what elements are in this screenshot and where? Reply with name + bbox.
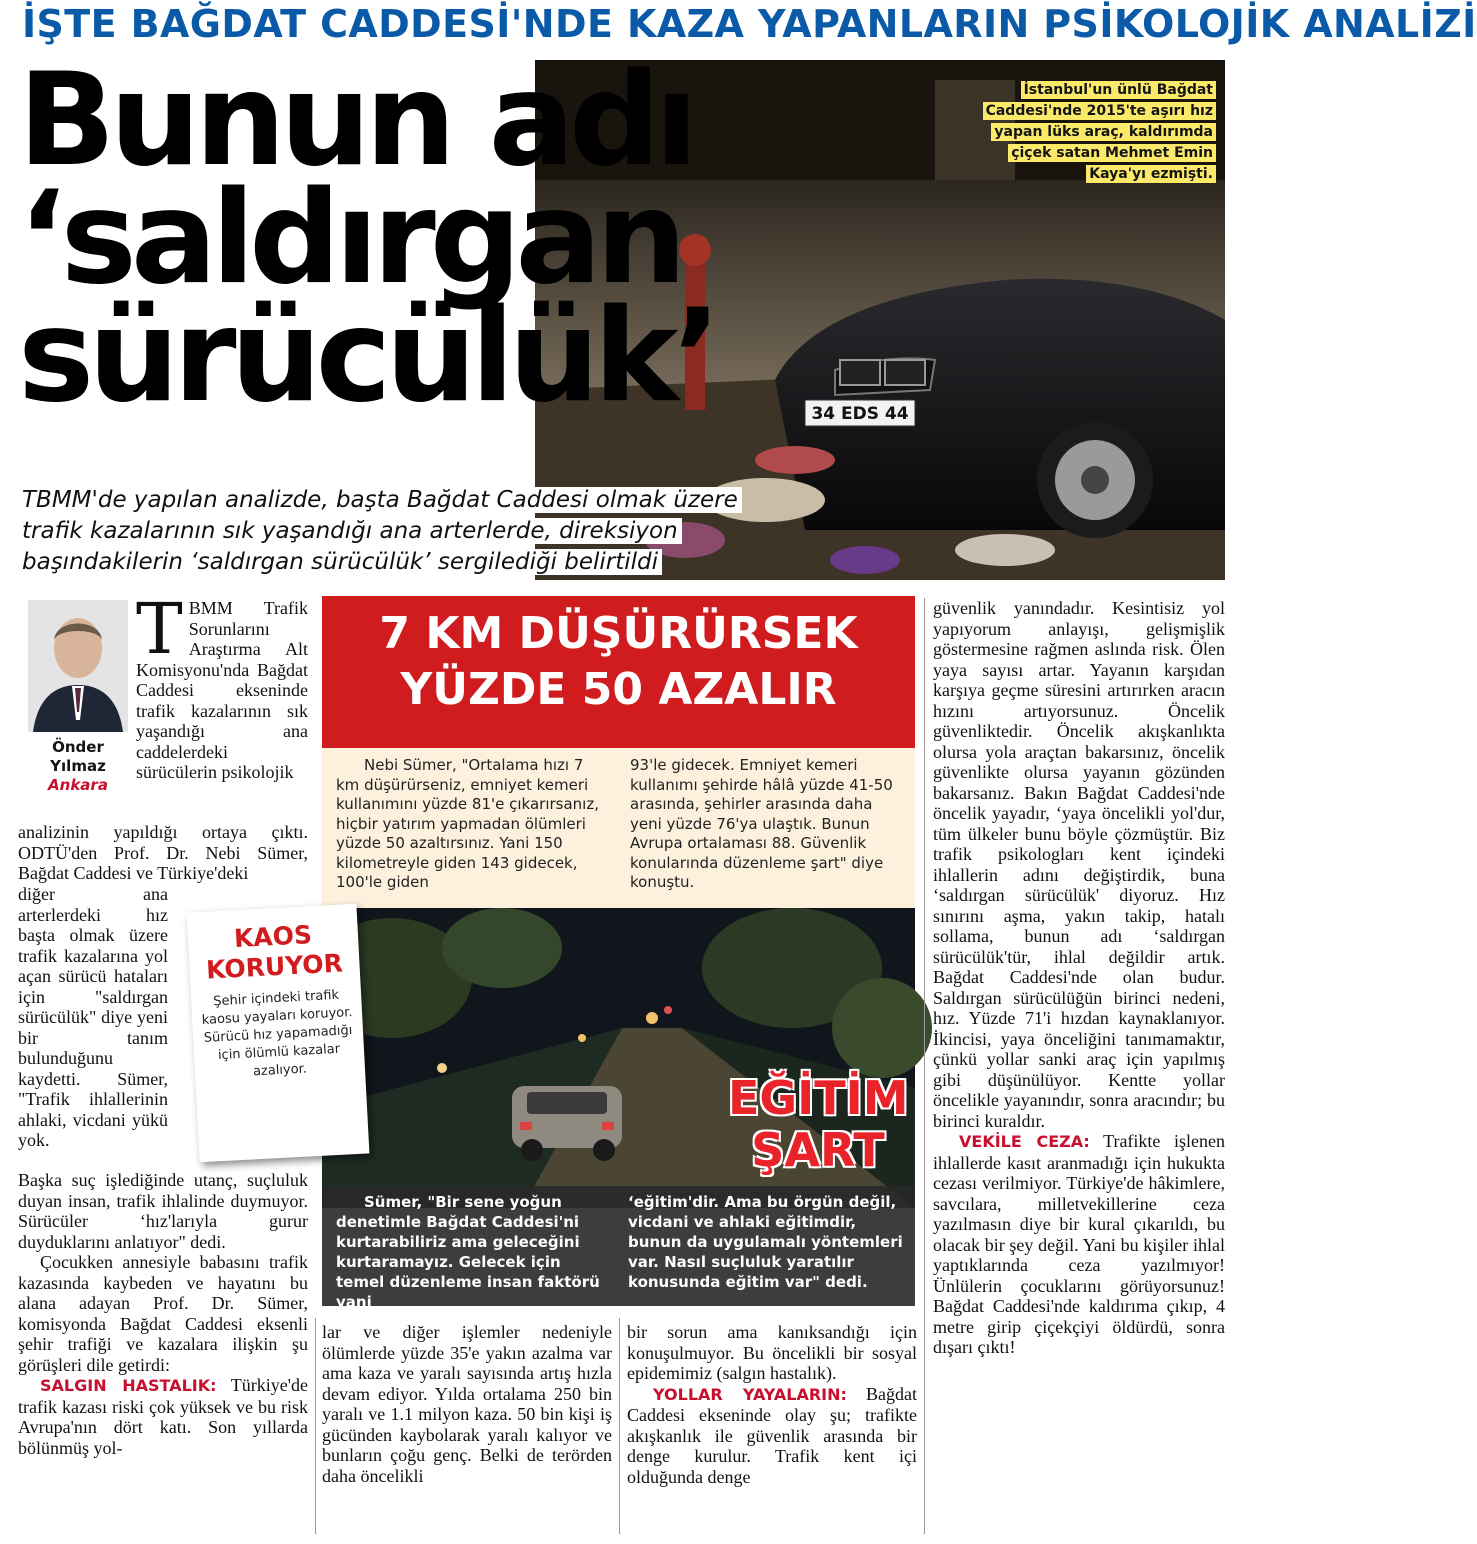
subhead-salgin: SALGIN HASTALIK:: [40, 1376, 217, 1395]
col4-text: [933, 598, 1225, 1358]
photo-caption-line-4: çiçek satan Mehmet Emin: [1008, 144, 1216, 162]
photo-caption-line-2: Caddesi'nde 2015'te aşırı hız: [983, 102, 1216, 120]
col1-p3-text: Türkiye'de trafik kazası riski çok yüksek ve bu risk Avrupa'nın dört katı. Son yıllarda bölünmüş yol-: [18, 1375, 308, 1458]
highlight-box-right-text: 93'le gidecek. Emniyet kemeri kullanımı şehirde hâlâ yüzde 41-50 arasında, şehirler arasında daha yeni yüzde 76'ya ulaştık. Bunun Avrupa ortalaması 88. Güvenlik konularında düzenleme şart" diye konuştu.: [630, 756, 893, 891]
street-caption-left: [336, 1192, 611, 1312]
subhead-yollar: YOLLAR YAYALARIN:: [653, 1384, 847, 1404]
col1-p1a: BMM Trafik Sorunlarını Araştırma Alt Komisyonu'nda Bağdat Caddesi ekseninde trafik kazalarının sık yaşandığı ana caddelerdeki sürücülerin psikolojik: [136, 598, 308, 782]
highlight-box-left-text: [336, 756, 608, 893]
col1-middle: [18, 822, 308, 884]
subheadline: [18, 485, 808, 578]
egitim-line-1: EĞİTİM: [728, 1071, 909, 1125]
author-first-name: Önder: [52, 738, 104, 756]
subheadline-line-2: trafik kazalarının sık yaşandığı ana arterlerde, direksiyon: [18, 518, 682, 544]
photo-caption-line-5: Kaya'yı ezmişti.: [1086, 165, 1216, 183]
headline: [18, 46, 738, 431]
egitim-sart-label: [728, 1072, 908, 1176]
highlight-title-line-1: 7 KM DÜŞÜRÜRSEK: [379, 608, 858, 659]
highlight-title-line-2: YÜZDE 50 AZALIR: [400, 664, 837, 715]
col1-p2: Çocukken annesiyle babasını trafik kazasında kaybeden ve hayatını bu alana adayan Prof. Dr. Sümer, komisyonda Bağdat Caddesi eksenli şehir trafiği ve kazalara ilişkin şu görüşleri dile getirdi:: [18, 1252, 308, 1375]
col1-p1c: diğer ana arterlerdeki hız başta olmak üzere trafik kazalarına yol açan sürücü hataları için "saldırgan sürücülük" diye yeni bir tanım bulunduğunu kaydetti. Sümer, "Trafik ihlallerinin ahlaki, vicdani yükü yok.: [18, 884, 168, 1150]
col3-p2-text: Bağdat Caddesi ekseninde olay şu; trafikte akışkanlık ile güvenlik arasında bir denge kurulur. Trafik kent içi olduğunda denge: [627, 1383, 917, 1487]
col2-text: lar ve diğer işlemler nedeniyle ölümlerde yüzde 35'e yakın azalma var ama kaza ve yaralı sayısında artış hızla devam ediyor. Yılda ortalama 250 bin yaralı ve 1.1 milyon kaza. 50 bin kişi iş gücünden kaybolarak yaralı kalıyor ve bunların çoğu genç. Belki de terörden daha öncelikli: [322, 1322, 612, 1486]
col4-p1: güvenlik yanındadır. Kesintisiz yol yapıyorum anlayışı, gelişmişlik göstermesine rağmen aslında risk. Ölen yaya sayısı artar. Yayanın karşıdan karşıya geçme süresini artırırken aracın hızını artıyorsunuz. Öncelik güvenliktedir. Öncelik akışkanlıkta olursa yola araçtan bakarsınız, öncelik güvenlikte olursa yayanın gözünden bakarsanız. Bakın Bağdat Caddesi'nde öncelik yayadır, ‘yaya öncelikli yol'dur, tüm ülkeler bunu böyle çözmüştür. Biz trafik psikologları kent içindeki ihlallerin adını değiştirdik, buna ‘saldırgan sürücülük' diyoruz. Hız sınırını aşma, yakın takip, hatalı sollama, bunun adı ‘saldırgan sürücülük'tür, ihlal değildir artık. Bağdat Caddesi'nde olan budur. Saldırgan sürücülüğün birinci nedeni, hız. Yüzde 71'i hızdan kaynaklanıyor. İkincisi, yaya önceliğini tanımamaktır, çünkü yollar sanki araç için yapılmış gibi düşünülüyor. Kentte yollar öncelikle yayanındır, sonra aracındır; bu birinci kuraldır.: [933, 598, 1225, 1131]
kaos-title-line-1: KAOS: [233, 920, 313, 954]
highlight-box-left: Nebi Sümer, "Ortalama hızı 7 km düşürürseniz, emniyet kemeri kullanımını yüzde 81'e çıkarırsanız, hiçbir yatırım yapmadan ölümleri yüzde 50 azaltırsınız. Yani 150 kilometreyle giden 143 gidecek, 100'le giden: [336, 756, 599, 891]
author-photo: [28, 600, 128, 732]
subheadline-line-1: TBMM'de yapılan analizde, başta Bağdat Caddesi olmak üzere: [18, 487, 742, 513]
egitim-line-2: ŞART: [751, 1123, 885, 1177]
subheadline-line-3: başındakilerin ‘saldırgan sürücülük’ sergilediği belirtildi: [18, 549, 662, 575]
kaos-body: Şehir içindeki trafik kaosu yayaları koruyor. Sürücü hız yapamadığı için ölümlü kazalar azalıyor.: [201, 987, 353, 1080]
street-caption-right: ‘eğitim'dir. Ama bu örgün değil, vicdani ve ahlaki eğitimdir, bunun da uygulamalı yöntemleri var. Nasıl suçluluk yaratılır konusunda eğitim var" dedi.: [628, 1193, 903, 1291]
kaos-title-line-2: KORUYOR: [205, 948, 344, 985]
photo-caption: [968, 80, 1216, 185]
col3-p2: [627, 1384, 917, 1488]
column-divider: [315, 1318, 316, 1534]
col4-p2-text: Trafikte işlenen ihlallerde kasıt aranmadığı için hukukta cezası verilmiyor. Türkiye'de hâkimlere, savcılara, milletvekillerine ceza yazılmasın diye bir kural çıkarıldı, bu olacak bir şey değil. Yani bu kişiler ihlal yaptıklarında ceza yazılmıyor! Ünlülerin çocuklarını görüyorsunuz! Bağdat Caddesi'nde kaldırıma çıkıp, 4 metre girip çiçekçiyi öldürdü, sonra dışarı çıktı!: [933, 1131, 1225, 1357]
author-city: Ankara: [48, 776, 108, 794]
headline-line-2: ‘saldırgan: [18, 164, 681, 313]
photo-caption-line-1: İstanbul'un ünlü Bağdat: [1021, 81, 1216, 99]
col3-text: [627, 1322, 917, 1487]
col1-bottom: [18, 1170, 308, 1458]
dropcap: T: [136, 588, 183, 670]
photo-caption-line-3: yapan lüks araç, kaldırımda: [991, 123, 1216, 141]
col1-p1d: Başka suç işlediğinde utanç, suçluluk duyan insan, trafik ihlalinde duymuyor. Sürücüler ‘hız'larıyla gurur duyduklarını anlatıyor" dedi.: [18, 1170, 308, 1252]
col1-narrow: [18, 884, 168, 1151]
highlight-box-title: [322, 606, 915, 718]
kaos-title: [187, 918, 360, 987]
author-name: [28, 738, 128, 776]
headline-line-1: Bunun adı: [18, 46, 693, 195]
headline-line-3: sürücülük’: [18, 282, 716, 431]
col4-p2: [933, 1131, 1225, 1358]
kicker-title: İŞTE BAĞDAT CADDESİ'NDE KAZA YAPANLARIN PSİKOLOJİK ANALİZİ: [22, 2, 1477, 46]
kaos-koruyor-box: [187, 904, 370, 1163]
license-plate: 34 EDS 44: [811, 404, 909, 424]
column-divider: [619, 1318, 620, 1534]
subhead-vekile: VEKİLE CEZA:: [959, 1132, 1090, 1151]
col1-p3: [18, 1375, 308, 1458]
col3-p1: bir sorun ama kanıksandığı için konuşulmuyor. Bu öncelikli bir sosyal epidemimiz (salgın hastalık).: [627, 1322, 917, 1383]
author-last-name: Yılmaz: [50, 757, 106, 775]
col1-top: [136, 588, 308, 783]
column-divider: [924, 598, 925, 1534]
col1-p1b: analizinin yapıldığı ortaya çıktı. ODTÜ'den Prof. Dr. Nebi Sümer, Bağdat Caddesi ve Türkiye'deki: [18, 822, 308, 883]
street-caption-left-text: Sümer, "Bir sene yoğun denetimle Bağdat Caddesi'ni kurtarabiliriz ama geleceğini kurtaramayız. Gelecek için temel düzenleme insan faktörü yani: [336, 1193, 600, 1311]
